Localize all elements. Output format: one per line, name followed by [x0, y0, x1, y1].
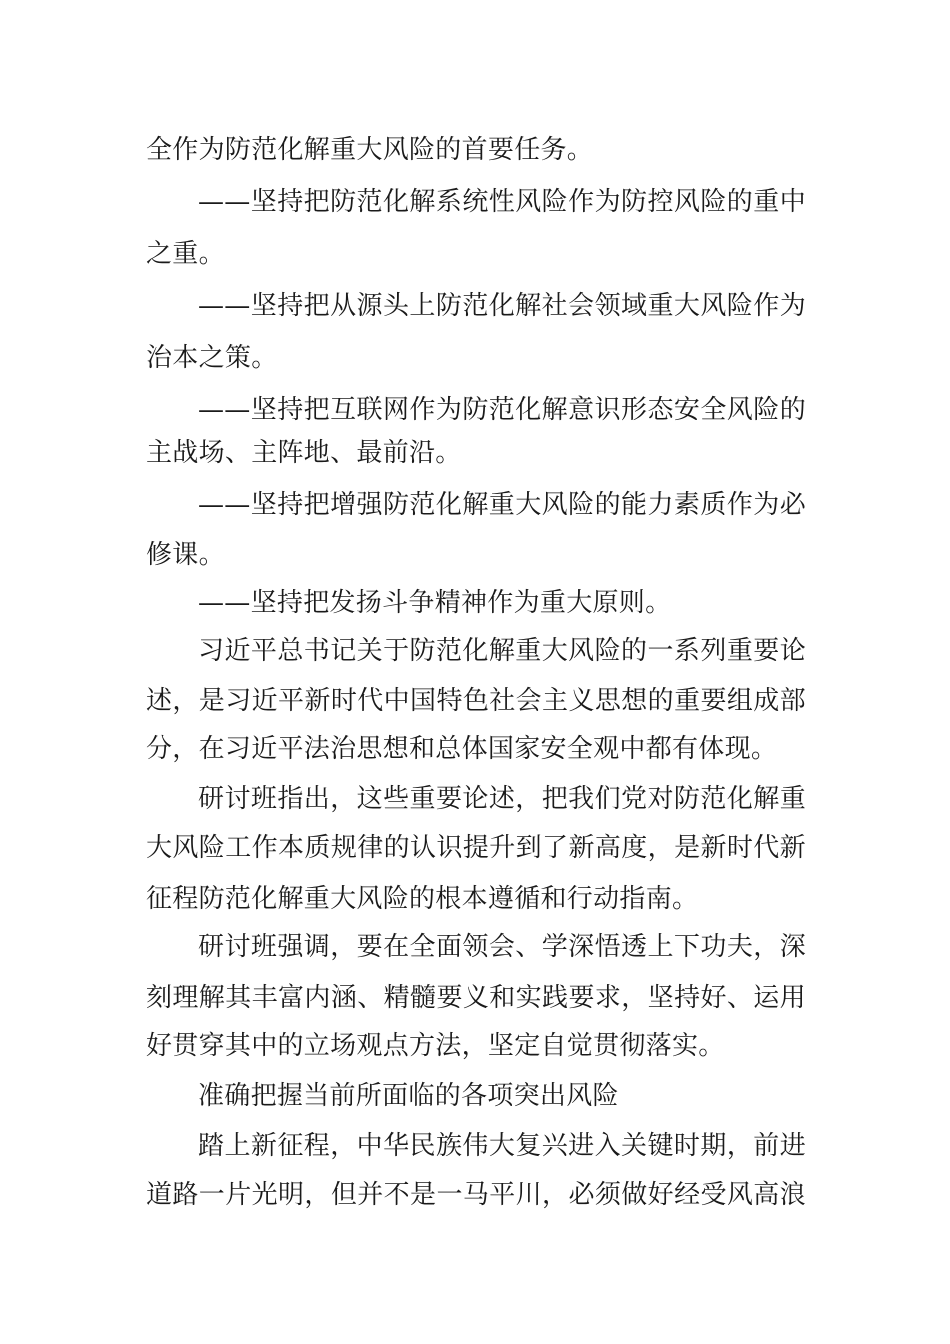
text-line: 大风险工作本质规律的认识提升到了新高度，是新时代新 [146, 833, 806, 863]
text-line: 研讨班指出，这些重要论述，把我们党对防范化解重 [198, 784, 806, 814]
text-line: ——坚持把防范化解系统性风险作为防控风险的重中 [198, 187, 806, 217]
text-line: 修课。 [146, 540, 225, 570]
text-line: 治本之策。 [146, 343, 278, 373]
text-line: 述，是习近平新时代中国特色社会主义思想的重要组成部 [146, 686, 806, 716]
text-line: ——坚持把互联网作为防范化解意识形态安全风险的 [198, 395, 806, 425]
text-line: 研讨班强调，要在全面领会、学深悟透上下功夫，深 [198, 932, 806, 962]
text-line: ——坚持把从源头上防范化解社会领域重大风险作为 [198, 291, 806, 321]
text-line: 分，在习近平法治思想和总体国家安全观中都有体现。 [146, 734, 778, 764]
text-line: ——坚持把发扬斗争精神作为重大原则。 [198, 588, 672, 618]
text-line: 征程防范化解重大风险的根本遵循和行动指南。 [146, 884, 699, 914]
text-line: 主战场、主阵地、最前沿。 [146, 438, 462, 468]
text-line: 习近平总书记关于防范化解重大风险的一系列重要论 [198, 636, 806, 666]
text-line: 刻理解其丰富内涵、精髓要义和实践要求，坚持好、运用 [146, 983, 806, 1013]
section-heading: 准确把握当前所面临的各项突出风险 [198, 1081, 619, 1111]
text-line: 之重。 [146, 239, 225, 269]
text-line: 踏上新征程，中华民族伟大复兴进入关键时期，前进 [198, 1131, 806, 1161]
text-line: 好贯穿其中的立场观点方法，坚定自觉贯彻落实。 [146, 1031, 725, 1061]
text-line: 全作为防范化解重大风险的首要任务。 [146, 135, 594, 165]
text-line: ——坚持把增强防范化解重大风险的能力素质作为必 [198, 490, 806, 520]
text-line: 道路一片光明，但并不是一马平川，必须做好经受风高浪 [146, 1180, 806, 1210]
